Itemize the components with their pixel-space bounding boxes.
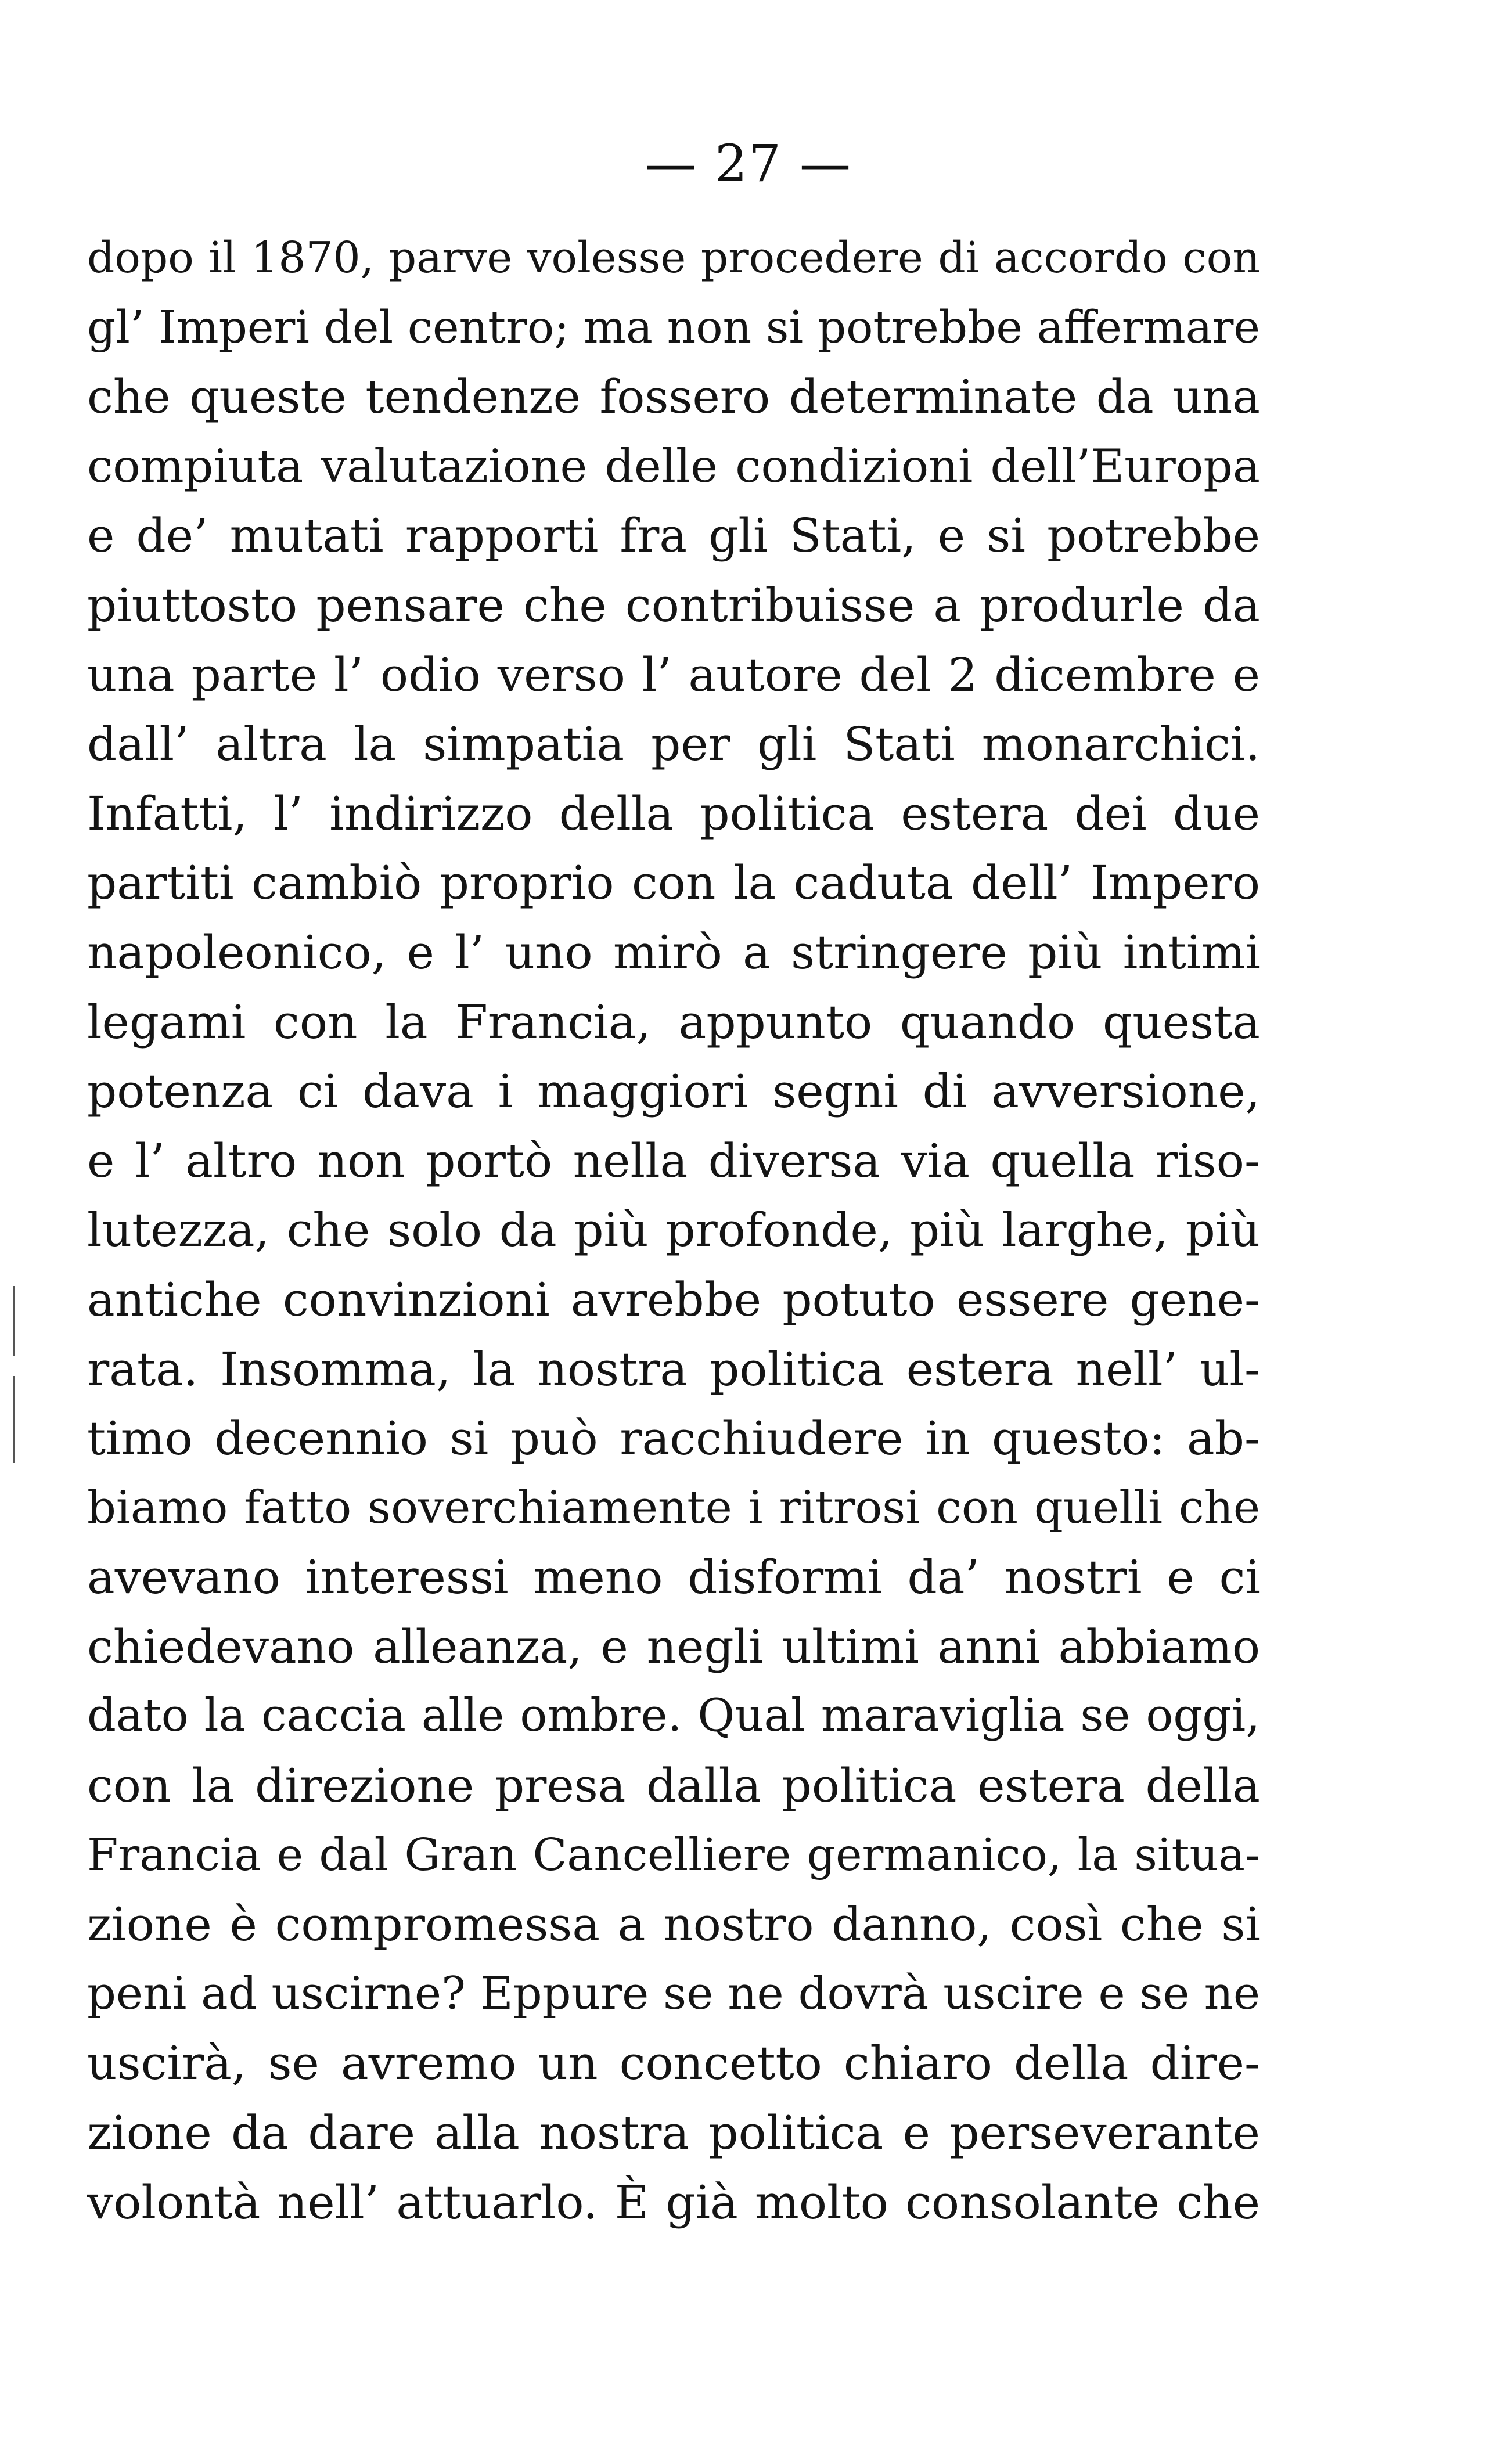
text-line: potenza ci dava i maggiori segni di avversione,: [87, 1064, 1260, 1119]
text-line: antiche convinzioni avrebbe potuto essere gene-: [87, 1272, 1260, 1327]
text-line: una parte l’ odio verso l’ autore del 2 dicembre e: [87, 647, 1260, 702]
text-line: legami con la Francia, appunto quando questa: [87, 995, 1260, 1049]
text-line: avevano interessi meno disformi da’ nostri e ci: [87, 1550, 1260, 1605]
text-line: rata. Insomma, la nostra politica estera nell’ ul-: [87, 1342, 1260, 1396]
text-line: e de’ mutati rapporti fra gli Stati, e si potrebbe: [87, 509, 1260, 563]
text-line: peni ad uscirne? Eppure se ne dovrà uscire e se ne: [87, 1967, 1260, 2020]
margin-mark: [13, 1376, 15, 1463]
text-line: napoleonico, e l’ uno mirò a stringere più intimi: [87, 925, 1260, 979]
text-line: Francia e dal Gran Cancelliere germanico, la situa-: [87, 1829, 1260, 1881]
text-line: zione è compromessa a nostro danno, così che si: [87, 1897, 1260, 1952]
text-line: Infatti, l’ indirizzo della politica estera dei due: [87, 786, 1260, 841]
text-line: partiti cambiò proprio con la caduta dell’ Impero: [87, 856, 1260, 910]
body-text: [87, 224, 1260, 2237]
text-line: zione da dare alla nostra politica e perseverante: [87, 2106, 1260, 2160]
text-line: e l’ altro non portò nella diversa via quella riso-: [87, 1133, 1260, 1188]
text-line: compiuta valutazione delle condizioni dell’Europa: [87, 439, 1260, 493]
text-line: piuttosto pensare che contribuisse a produrle da: [87, 578, 1260, 632]
text-line: chiedevano alleanza, e negli ultimi anni abbiamo: [87, 1619, 1260, 1674]
text-line: timo decennio si può racchiudere in questo: ab-: [87, 1411, 1260, 1466]
text-line: gl’ Imperi del centro; ma non si potrebbe affermare: [87, 301, 1260, 354]
text-line: uscirà, se avremo un concetto chiaro della dire-: [87, 2036, 1260, 2091]
text-line: che queste tendenze fossero determinate da una: [87, 370, 1260, 424]
text-line: biamo fatto soverchiamente i ritrosi con quelli che: [87, 1481, 1260, 1534]
margin-mark: [13, 1286, 15, 1356]
text-line: dopo il 1870, parve volesse procedere di accordo con: [87, 233, 1260, 283]
text-line: volontà nell’ attuarlo. È già molto consolante che: [87, 2175, 1260, 2229]
text-line: con la direzione presa dalla politica estera della: [87, 1759, 1260, 1813]
text-line: dall’ altra la simpatia per gli Stati monarchici.: [87, 717, 1260, 772]
page-number: — 27 —: [645, 134, 852, 193]
text-line: lutezza, che solo da più profonde, più larghe, più: [87, 1203, 1260, 1258]
text-line: dato la caccia alle ombre. Qual maraviglia se oggi,: [87, 1690, 1260, 1742]
